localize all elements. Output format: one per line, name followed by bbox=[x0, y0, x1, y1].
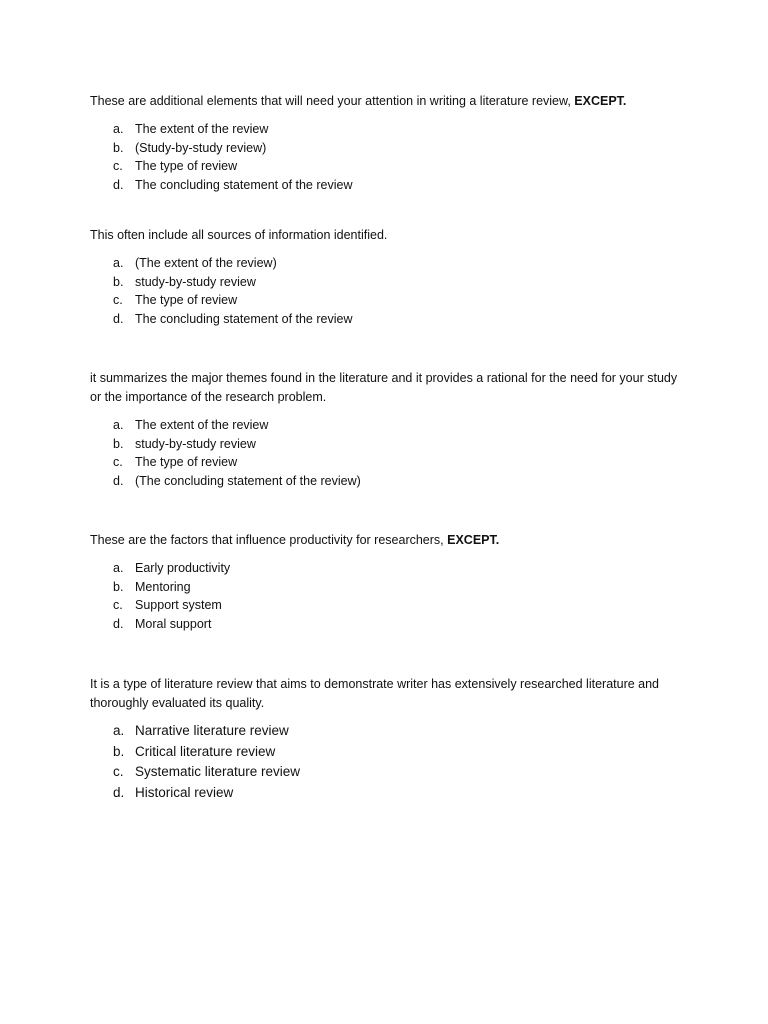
option-item bbox=[90, 254, 690, 273]
option-item bbox=[90, 742, 690, 763]
option-item bbox=[90, 273, 690, 292]
option-letter: a. bbox=[113, 122, 124, 136]
question-3-prompt bbox=[90, 369, 690, 407]
question-1-options bbox=[90, 120, 690, 195]
option-letter: d. bbox=[113, 312, 124, 327]
option-letter: b. bbox=[113, 274, 124, 289]
question-4-prompt-text: These are the factors that influence productivity for researchers, bbox=[90, 533, 448, 547]
option-item bbox=[90, 139, 690, 158]
question-2-prompt-text: This often include all sources of information identified. bbox=[90, 228, 388, 242]
option-letter: c. bbox=[113, 159, 123, 174]
option-text: The type of review bbox=[135, 159, 238, 174]
option-item bbox=[90, 783, 690, 804]
option-text: The extent of the review bbox=[135, 122, 269, 136]
option-item bbox=[90, 157, 690, 176]
option-letter: c. bbox=[113, 293, 123, 308]
option-item bbox=[90, 615, 690, 634]
option-letter: d. bbox=[113, 178, 124, 193]
option-text: Mentoring bbox=[135, 579, 191, 594]
option-text: The concluding statement of the review bbox=[135, 312, 353, 327]
option-text: study-by-study review bbox=[135, 436, 256, 451]
question-4-options bbox=[90, 559, 690, 634]
question-1-prompt bbox=[90, 92, 690, 111]
option-item bbox=[90, 762, 690, 783]
question-2-options bbox=[90, 254, 690, 329]
option-text: The extent of the review bbox=[135, 418, 269, 432]
question-1-emphasis: EXCEPT. bbox=[574, 94, 627, 108]
option-text: Narrative literature review bbox=[135, 723, 289, 738]
option-text: Systematic literature review bbox=[135, 764, 301, 780]
option-item bbox=[90, 435, 690, 454]
option-item bbox=[90, 310, 690, 329]
option-letter: a. bbox=[113, 256, 124, 270]
option-letter: b. bbox=[113, 140, 124, 155]
option-item bbox=[90, 291, 690, 310]
question-1 bbox=[90, 92, 690, 195]
question-3 bbox=[90, 369, 690, 491]
question-4-prompt bbox=[90, 531, 690, 550]
question-2-prompt bbox=[90, 226, 690, 245]
option-text: (The concluding statement of the review) bbox=[135, 474, 361, 489]
option-item bbox=[90, 721, 690, 742]
option-text: Critical literature review bbox=[135, 743, 276, 759]
option-item bbox=[90, 559, 690, 578]
option-letter: d. bbox=[113, 785, 125, 801]
option-letter: b. bbox=[113, 743, 125, 759]
option-item bbox=[90, 120, 690, 139]
option-letter: b. bbox=[113, 579, 124, 594]
option-letter: d. bbox=[113, 474, 124, 489]
option-text: Support system bbox=[135, 598, 222, 613]
option-letter: c. bbox=[113, 598, 123, 613]
option-text: (The extent of the review) bbox=[135, 256, 277, 270]
question-5-prompt-text: It is a type of literature review that aims to demonstrate writer has extensively researched literature and thoroughly evaluated its quality. bbox=[90, 677, 660, 710]
option-text: study-by-study review bbox=[135, 274, 256, 289]
option-letter: d. bbox=[113, 617, 124, 632]
question-4-emphasis: EXCEPT. bbox=[447, 533, 500, 547]
option-item bbox=[90, 472, 690, 491]
question-5 bbox=[90, 675, 690, 804]
option-letter: a. bbox=[113, 561, 124, 575]
question-1-prompt-text: These are additional elements that will need your attention in writing a literature review, bbox=[90, 94, 575, 108]
question-3-options bbox=[90, 416, 690, 491]
question-5-prompt bbox=[90, 675, 690, 713]
option-item bbox=[90, 416, 690, 435]
question-5-options bbox=[90, 721, 690, 804]
option-text: The type of review bbox=[135, 455, 238, 470]
option-letter: a. bbox=[113, 723, 125, 738]
option-item bbox=[90, 596, 690, 615]
option-letter: c. bbox=[113, 455, 123, 470]
option-letter: b. bbox=[113, 436, 124, 451]
option-text: (Study-by-study review) bbox=[135, 140, 267, 155]
option-letter: a. bbox=[113, 418, 124, 432]
option-text: Moral support bbox=[135, 617, 212, 632]
option-text: Historical review bbox=[135, 785, 234, 801]
question-3-prompt-text: it summarizes the major themes found in the literature and it provides a rational for the need for your study or the importance of the research problem. bbox=[90, 371, 678, 404]
option-item bbox=[90, 578, 690, 597]
option-item bbox=[90, 176, 690, 195]
option-text: The concluding statement of the review bbox=[135, 178, 353, 193]
option-item bbox=[90, 453, 690, 472]
question-4 bbox=[90, 531, 690, 634]
option-text: The type of review bbox=[135, 293, 238, 308]
option-letter: c. bbox=[113, 764, 124, 780]
question-2 bbox=[90, 226, 690, 329]
option-text: Early productivity bbox=[135, 561, 231, 575]
